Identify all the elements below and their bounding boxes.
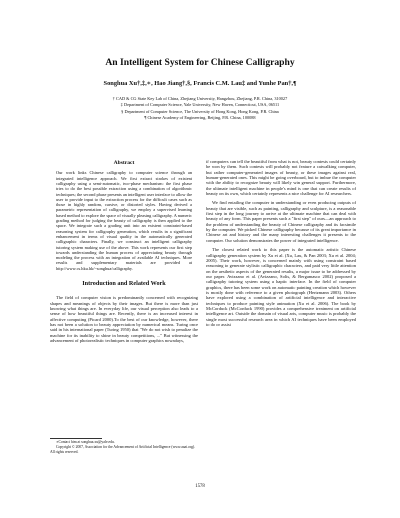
section-heading: Introduction and Related Work	[82, 279, 166, 287]
right-column	[206, 159, 356, 331]
affiliation-line: † CAD & CG State Key Lab of China, Zhejiang University, Hangzhou, Zhejiang, P.R. China, 310027	[112, 96, 288, 101]
body-paragraph: The closest related work to this paper is the automatic artistic Chinese calligraphy generation system by Xu et al. (Xu, Lau, & Pan 2003; Xu et al. 2004; 2005). Their work, however, is concerned mainly with using constraint based reasoning to generate stylistic calligraphic characters, and paid very little attention on the aesthetic aspects of the generated results, a major issue to be addressed by our paper. Avizzano et al. (Avizzano, Solis, & Bergamasco 2002) proposed a calligraphy tutoring system using a haptic interface. In the field of computer graphics, there has been some work on automatic painting creation which however is mostly done with reference to a given photograph (Hertzmann 2003). Others have explored using a combination of artificial intelligence and interactive techniques to produce painting style animation (Xu et al. 2006). The book by McCorduck (McCorduck 1990) provides a comprehensive treatment on artificial intelligence art. Outside the domain of visual arts, computer music is probably the single most successful research area in which AI techniques have been employed to do or assist	[206, 247, 356, 327]
left-column	[50, 158, 198, 347]
affiliation-line: § Department of Computer Science, The University of Hong Kong, Hong Kong, P.R. China	[121, 108, 279, 114]
affiliations	[0, 96, 400, 121]
body-paragraph: if computers can tell the beautiful from what is not, beauty contests could certainly be won by them. Such contests will probably not feature a catwalking computer, but rather computer-generated images of beauty, or these images against real, human-generated ones. This might be going overboard, but to imbue the computer with the ability to recognize beauty will likely win general support. Furthermore, the ultimate intelligent machine in people's mind is one that can create results of beauty on its own, which certainly represents a nice challenge for AI researchers.	[206, 159, 356, 197]
author-list: Songhua Xu†,‡,∗, Hao Jiang†,§, Francis C.M. Lau‡ and Yunhe Pan†,¶	[103, 80, 297, 87]
body-paragraph: We find entailing the computer in understanding or even producing outputs of beauty that are visible, such as painting, calligraphy and sculpture, is a reasonable first step in the long journey to arrive at the ultimate machine that can deal with beauty of any form. This paper presents such a "first step" of ours—an approach to the problem of understanding the beauty of Chinese calligraphy and its facsimile by the computer. We picked Chinese calligraphy because of its great importance in Chinese art and history and the many interesting challenges it presents to the computer. Our solution demonstrates the power of integrated intelligence.	[206, 200, 356, 243]
footnote-divider	[50, 438, 102, 439]
abstract-text: Our work links Chinese calligraphy to computer science through an integrated intelligence approach. We first extract strokes of existent calligraphy using a semi-automatic, two-phase mechanism: the first phase tries to do the best possible extraction using a combination of algorithmic techniques; the second phase presents an intelligent user interface to allow the user to provide input to the extraction process for the difficult cases such as those in highly random, cursive, or distorted styles. Having derived a parametric representation of calligraphy, we employ a supervised learning based method to explore the space of visually pleasing calligraphy. A numeric grading method for judging the beauty of calligraphy is then applied to the space. We integrate such a grading unit into an existent constraint-based reasoning system for calligraphy generation, which results in a significant enhancement in terms of visual quality in the automatically generated calligraphic characters. Finally, we construct an intelligent calligraphy tutoring system making use of the above. This work represents our first step towards understanding the human process of appreciating beauty through modeling the process with an integration of available AI techniques. More results and supplementary materials are provided at http://www.cs.hku.hk/~songhua/calligraphy.	[56, 170, 192, 271]
page-number: 1578	[195, 484, 205, 489]
footnotes	[50, 440, 198, 455]
abstract-heading: Abstract	[113, 160, 135, 166]
affiliation-line: ‡ Department of Computer Science, Yale University, New Haven, Connecticut, USA, 06511	[120, 102, 280, 108]
paper-title: An Intelligent System for Chinese Calligraphy	[105, 57, 295, 68]
footnote-contact: ∗Contact him at songhua.xu@yale.edu.	[56, 440, 115, 444]
body-paragraph: The field of computer vision is predominantly concerned with recognizing shapes and meanings of objects by their images. But there is more than just knowing what things are. In everyday life, our visual perception also leads to a sense of how beautiful things are. Recently, there is an increased interest in affective computing (Picard 2000).To the best of our knowledge, however, there has not been a solution to beauty appreciation by numerical means. Turing once said in his international paper (Turing 1950) that "We do not wish to penalize the machine for its inability to shine in beauty competitions, ..." But witnessing the advancement of photorealistic techniques in computer graphics nowadays,	[50, 295, 198, 344]
footnote-copyright: Copyright © 2007, Association for the Advancement of Artificial Intelligence (www.aaai.org). All rights reserved.	[50, 445, 196, 454]
affiliation-line: ¶ Chinese Academy of Engineering, Beijing, P.R. China, 100088	[144, 114, 256, 120]
